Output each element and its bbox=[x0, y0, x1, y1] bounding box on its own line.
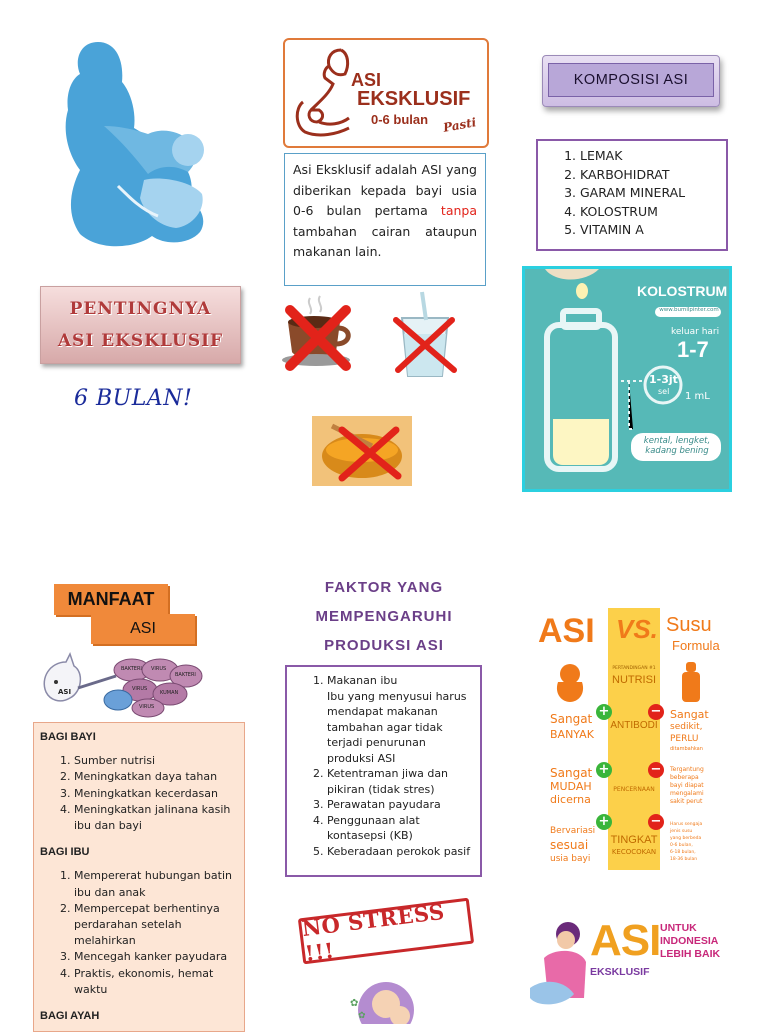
pentingnya-line2: ASI EKSKLUSIF bbox=[57, 331, 224, 351]
asi-vs-vs: VS. bbox=[616, 614, 658, 644]
logo-signature: Pasti bbox=[442, 115, 478, 135]
germ-label: BAKTERI bbox=[121, 666, 142, 672]
slogan-line3: LEBIH BAIK bbox=[660, 948, 721, 960]
mother-baby-small-illustration bbox=[342, 960, 424, 1024]
list-item: 4. Penggunaan alat kontasepsi (KB) bbox=[327, 813, 474, 844]
kolostrum-note bbox=[637, 436, 717, 456]
list-item: 4. Meningkatkan jalinana kasih ibu dan bayi bbox=[74, 802, 238, 834]
list-item: 2. Ketentraman jiwa dan pikiran (tidak stres) bbox=[327, 766, 474, 797]
definition-highlight: tanpa bbox=[440, 203, 477, 218]
logo-asi-text: ASI bbox=[351, 70, 382, 90]
slogan-line1: UNTUK bbox=[660, 922, 697, 934]
formula-point-text: sedikit, bbox=[670, 722, 703, 732]
faktor-title-line1: FAKTOR YANG bbox=[324, 579, 444, 596]
vs-center-bar bbox=[608, 608, 660, 870]
list-item: 4. KOLOSTRUM bbox=[580, 203, 720, 222]
manfaat-label: MANFAAT bbox=[54, 584, 168, 615]
asi-vs-right-title2: Formula bbox=[672, 638, 720, 653]
kolostrum-cells-unit: sel bbox=[658, 387, 670, 396]
svg-text:✿: ✿ bbox=[358, 1011, 366, 1021]
baby-bottle-breast-icon bbox=[552, 660, 588, 704]
germ-label: ASI bbox=[58, 688, 72, 696]
faktor-title-line3: PRODUKSI ASI bbox=[324, 637, 444, 654]
formula-point-text: jenis susu bbox=[670, 829, 693, 834]
mother-baby-logo-icon bbox=[524, 918, 594, 1010]
formula-point-text: 6-18 bulan, bbox=[670, 850, 696, 855]
asi-point-text: sesuai bbox=[550, 838, 589, 852]
kolostrum-infographic bbox=[522, 266, 732, 492]
center-label: TINGKAT bbox=[610, 834, 658, 846]
no-water-icon bbox=[392, 290, 458, 382]
germ-label: VIRUS bbox=[151, 666, 167, 672]
asi-point-text: dicerna bbox=[550, 793, 591, 806]
duration-text: 6 BULAN! bbox=[74, 386, 193, 411]
formula-point-text: sakit perut bbox=[670, 798, 703, 805]
pentingnya-line1: PENTINGNYA bbox=[69, 299, 212, 319]
center-label: PENCERNAAN bbox=[613, 786, 655, 793]
formula-bottle-icon bbox=[678, 660, 704, 704]
asi-vs-right-title1: Susu bbox=[666, 614, 712, 636]
asi-untuk-slogan bbox=[660, 922, 720, 961]
faktor-list-box bbox=[285, 665, 482, 877]
plus-icon: + bbox=[596, 814, 612, 830]
formula-point-text: Sangat bbox=[670, 708, 709, 721]
definition-text-end: tambahan cairan ataupun makanan lain. bbox=[293, 223, 477, 259]
minus-icon: − bbox=[648, 762, 664, 778]
kolostrum-volume: 1 mL bbox=[685, 391, 710, 402]
minus-icon: − bbox=[648, 704, 664, 720]
faktor-item-detail: Ibu yang menyusui harus mendapat makanan tambahan agar tidak terjadi penurunan produksi ASI bbox=[327, 689, 467, 765]
asi-point-text: MUDAH bbox=[550, 780, 592, 793]
pentingnya-title bbox=[40, 286, 241, 364]
asi-point-text: BANYAK bbox=[550, 728, 594, 741]
asi-point-text: usia bayi bbox=[550, 854, 591, 864]
formula-point-text: 0-6 bulan, bbox=[670, 843, 693, 848]
center-label: ANTIBODI bbox=[610, 720, 658, 731]
asi-untuk-asi: ASI bbox=[590, 916, 661, 965]
asi-untuk-eksklusif: EKSKLUSIF bbox=[590, 966, 650, 978]
list-item: 3. GARAM MINERAL bbox=[580, 184, 720, 203]
asi-untuk-indonesia-logo bbox=[524, 914, 732, 1014]
germ-label: KUMAN bbox=[160, 690, 179, 696]
kolostrum-note-line1: kental, lengket, bbox=[643, 436, 711, 446]
list-item bbox=[327, 673, 474, 766]
asi-point-text: Bervariasi bbox=[550, 826, 596, 836]
center-label: KECOCOKAN bbox=[611, 848, 657, 856]
slogan-line2: INDONESIA bbox=[660, 935, 719, 947]
logo-age-text: 0-6 bulan bbox=[371, 112, 429, 127]
breastfeeding-mother-illustration bbox=[40, 30, 240, 260]
formula-point-text: beberapa bbox=[670, 774, 699, 781]
list-item: 1. Sumber nutrisi bbox=[74, 753, 238, 769]
svg-text:✿: ✿ bbox=[350, 998, 359, 1009]
formula-point-text: bayi diapat bbox=[670, 782, 704, 789]
kolostrum-keluar-label: keluar hari bbox=[671, 327, 720, 337]
formula-point-text: 18-36 bulan bbox=[670, 857, 698, 862]
plus-icon: + bbox=[596, 762, 612, 778]
germ-label: BAKTERI bbox=[175, 672, 196, 678]
faktor-title-line2: MEMPENGARUHI bbox=[315, 608, 453, 625]
list-item: 2. KARBOHIDRAT bbox=[580, 166, 720, 185]
bagi-bayi-heading: BAGI BAYI bbox=[40, 731, 96, 743]
asi-vs-left-title: ASI bbox=[538, 612, 595, 650]
list-item: 1. Mempererat hubungan batin ibu dan anak bbox=[74, 868, 238, 900]
faktor-item-text: 1. Makanan ibu bbox=[327, 674, 398, 687]
formula-point-text: Harus sengaja bbox=[670, 822, 703, 827]
formula-point-text: ditambahkan bbox=[670, 746, 703, 752]
list-item: 2. Meningkatkan daya tahan bbox=[74, 769, 238, 785]
bagi-ayah-heading: BAGI AYAH bbox=[40, 1010, 100, 1023]
no-stress-text: NO STRESS !!! bbox=[298, 898, 474, 965]
faktor-title bbox=[286, 573, 482, 660]
germ-label: VIRUS bbox=[139, 704, 155, 710]
kolostrum-days: 1-7 bbox=[677, 337, 709, 362]
definition-text: Asi Eksklusif adalah ASI yang diberikan kepada bayi usia 0-6 bulan pertama bbox=[293, 162, 477, 218]
asi-eksklusif-logo bbox=[283, 38, 489, 148]
kolostrum-source: www.bumilpinter.com bbox=[659, 307, 719, 313]
komposisi-title bbox=[542, 55, 718, 105]
list-item: 3. Meningkatkan kecerdasan bbox=[74, 786, 238, 802]
no-honey-icon bbox=[312, 416, 412, 486]
asi-point-text: Sangat bbox=[550, 766, 593, 780]
list-item: 1. LEMAK bbox=[580, 147, 720, 166]
komposisi-title-text: KOMPOSISI ASI bbox=[548, 63, 714, 97]
minus-icon: − bbox=[648, 814, 664, 830]
asi-point-text: Sangat bbox=[550, 712, 593, 726]
list-item: 5. VITAMIN A bbox=[580, 221, 720, 240]
kolostrum-cells: 1-3jt bbox=[649, 373, 678, 386]
germ-label: VIRUS bbox=[132, 686, 148, 692]
manfaat-list-box bbox=[33, 722, 245, 1032]
formula-point-text: yang berbeda bbox=[670, 836, 702, 841]
komposisi-list bbox=[536, 139, 728, 251]
germ-illustration bbox=[36, 648, 206, 718]
bagi-ibu-heading: BAGI IBU bbox=[40, 846, 90, 859]
asi-vs-formula-infographic bbox=[538, 608, 720, 870]
no-stress-stamp bbox=[300, 898, 472, 966]
center-label: PERTANDINGAN #1 bbox=[612, 666, 656, 671]
list-item: 3. Perawatan payudara bbox=[327, 797, 474, 813]
manfaat-asi-label: ASI bbox=[91, 614, 195, 644]
list-item: 3. Mencegah kanker payudara bbox=[74, 949, 238, 965]
plus-icon: + bbox=[596, 704, 612, 720]
logo-eksklusif-text: EKSKLUSIF bbox=[357, 88, 471, 110]
center-label: NUTRISI bbox=[612, 674, 656, 686]
list-item: 5. Keberadaan perokok pasif bbox=[327, 844, 474, 860]
formula-point-text: mengalami bbox=[670, 790, 704, 797]
list-item: 2. Mempercepat berhentinya perdarahan setelah melahirkan bbox=[74, 901, 238, 950]
formula-point-text: Tergantung bbox=[670, 766, 704, 773]
definition-box bbox=[284, 153, 486, 286]
kolostrum-note-line2: kadang bening bbox=[645, 446, 709, 456]
formula-point-text: PERLU bbox=[670, 734, 699, 744]
no-coffee-icon bbox=[280, 290, 360, 374]
list-item: 4. Praktis, ekonomis, hemat waktu bbox=[74, 966, 238, 998]
kolostrum-title: KOLOSTRUM bbox=[637, 283, 728, 299]
